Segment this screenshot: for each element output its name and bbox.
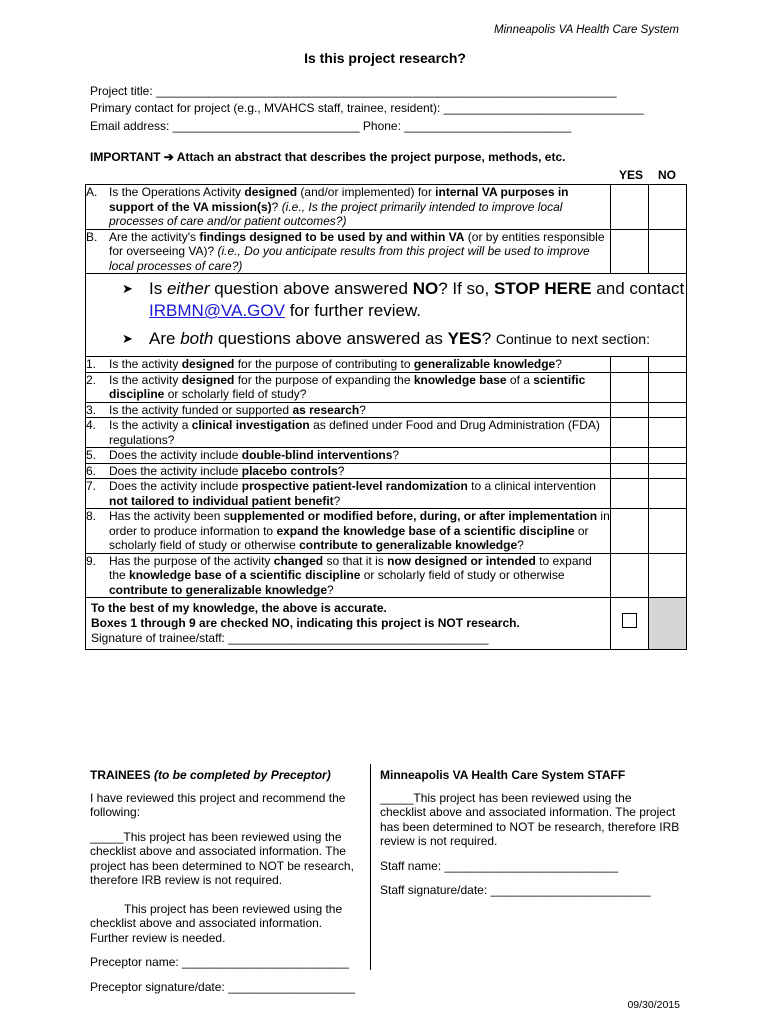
attestation-yes-cell (611, 598, 649, 650)
no-checkbox-cell[interactable] (649, 357, 687, 373)
organization-name: Minneapolis VA Health Care System (494, 24, 679, 36)
yes-checkbox-cell[interactable] (611, 229, 649, 274)
trainees-option-further-review[interactable]: This project has been reviewed using the checklist above and associated information. Further review is needed. (90, 901, 343, 945)
research-row (86, 553, 687, 598)
research-row (86, 402, 687, 418)
preceptor-name-field[interactable]: Preceptor name: _________________________ (90, 955, 349, 969)
arrow-bullet-icon: ➤ (122, 331, 133, 346)
question-text: Are the activity's findings designed to be used by and within VA (or by entities responsible for overseeing VA)? (i.e., Do you anticipate results from this project will be used to improve local processes of care?) (109, 229, 605, 273)
no-checkbox-cell[interactable] (649, 553, 687, 598)
attestation-line-1: To the best of my knowledge, the above is accurate. (91, 601, 387, 615)
research-question-cell (86, 357, 611, 373)
primary-contact-field[interactable]: Primary contact for project (e.g., MVAHCS staff, trainee, resident): ______________________________ (90, 101, 644, 115)
research-row (86, 479, 687, 509)
question-text: Does the activity include placebo controls? (109, 463, 345, 478)
operations-question-cell (86, 229, 611, 274)
question-number: 4. (86, 418, 97, 432)
operations-row (86, 229, 687, 274)
question-number: 1. (86, 357, 97, 371)
no-checkbox-cell[interactable] (649, 185, 687, 230)
decision-rules (86, 274, 686, 356)
attestation-checkbox[interactable] (622, 613, 637, 628)
no-checkbox-cell[interactable] (649, 229, 687, 274)
question-number: 8. (86, 509, 97, 523)
no-checkbox-cell[interactable] (649, 402, 687, 418)
research-row (86, 463, 687, 479)
yes-checkbox-cell[interactable] (611, 418, 649, 448)
question-number: A. (86, 185, 98, 199)
no-checkbox-cell[interactable] (649, 372, 687, 402)
research-row (86, 418, 687, 448)
research-question-cell (86, 372, 611, 402)
project-title-field[interactable]: Project title: _____________________________________________________________________ (90, 84, 617, 98)
question-text: Does the activity include double-blind interventions? (109, 448, 400, 462)
research-question-cell (86, 402, 611, 418)
question-number: B. (86, 229, 98, 244)
research-question-cell (86, 553, 611, 598)
question-text: Is the Operations Activity designed (and/or implemented) for internal VA purposes in support of the VA mission(s)? (i.e., Is the project primarily intended to improve local processes of care and/or patient outcomes?) (109, 185, 569, 228)
yes-checkbox-cell[interactable] (611, 448, 649, 464)
staff-name-field[interactable]: Staff name: __________________________ (380, 858, 619, 873)
yes-column-header: YES (619, 168, 644, 182)
no-checkbox-cell[interactable] (649, 463, 687, 479)
question-number: 5. (86, 448, 97, 462)
research-question-cell (86, 509, 611, 554)
trainees-option-not-research[interactable]: _____This project has been reviewed using the checklist above and associated information. The project has been determined to NOT be research, therefore IRB review is not required. (90, 829, 354, 887)
question-text: Has the activity been supplemented or modified before, during, or after implementation in order to produce information to expand the knowledge base of a scientific discipline or scholarly field of study or otherwise contribute to generalizable knowledge? (109, 509, 610, 552)
question-text: Is the activity designed for the purpose of contributing to generalizable knowledge? (109, 357, 562, 371)
research-question-cell (86, 479, 611, 509)
research-question-cell (86, 418, 611, 448)
rule-continue-text: Are both questions above answered as YES? Continue to next section: (149, 329, 650, 348)
question-number: 2. (86, 372, 97, 387)
yes-checkbox-cell[interactable] (611, 402, 649, 418)
attestation-shaded-cell (649, 598, 687, 650)
trainees-section (90, 768, 358, 994)
question-text: Is the activity a clinical investigation as defined under Food and Drug Administration (FDA) regulations? (109, 418, 600, 447)
rule-stop-text: Is either question above answered NO? If so, STOP HERE and contact (149, 279, 685, 298)
important-note: IMPORTANT ➔ Attach an abstract that describes the project purpose, methods, etc. (90, 150, 566, 164)
no-checkbox-cell[interactable] (649, 479, 687, 509)
question-text: Does the activity include prospective patient-level randomization to a clinical intervention not tailored to individual patient benefit? (109, 479, 596, 508)
staff-heading: Minneapolis VA Health Care System STAFF (380, 768, 626, 782)
question-text: Has the purpose of the activity changed so that it is now designed or intended to expand the knowledge base of a scientific discipline or scholarly field of study or otherwise contribute to generalizable knowledge? (109, 553, 592, 597)
question-text: Is the activity designed for the purpose of expanding the knowledge base of a scientific discipline or scholarly field of study? (109, 372, 586, 401)
yes-checkbox-cell[interactable] (611, 509, 649, 554)
research-question-cell (86, 448, 611, 464)
question-number: 3. (86, 402, 97, 417)
question-number: 7. (86, 479, 97, 493)
yes-checkbox-cell[interactable] (611, 357, 649, 373)
attestation-row (86, 598, 687, 650)
no-checkbox-cell[interactable] (649, 418, 687, 448)
revision-date: 09/30/2015 (627, 999, 680, 1011)
staff-section (380, 768, 680, 898)
email-phone-field[interactable]: Email address: ____________________________ Phone: _________________________ (90, 119, 572, 133)
column-divider (370, 764, 371, 970)
operations-question-cell (86, 185, 611, 230)
trainees-heading: TRAINEES (to be completed by Preceptor) (90, 768, 331, 782)
no-column-header: NO (658, 168, 676, 182)
research-checklist-table (85, 184, 687, 650)
research-row (86, 357, 687, 373)
research-row (86, 509, 687, 554)
decision-rules-row (86, 274, 687, 357)
yes-checkbox-cell[interactable] (611, 372, 649, 402)
trainees-intro: I have reviewed this project and recommend the following: (90, 790, 346, 819)
attestation-line-2: Boxes 1 through 9 are checked NO, indicating this project is NOT research. (91, 616, 520, 630)
rule-stop-end: for further review. (284, 301, 422, 320)
operations-row (86, 185, 687, 230)
yes-checkbox-cell[interactable] (611, 479, 649, 509)
question-text: Is the activity funded or supported as research? (109, 402, 366, 417)
irb-email-link[interactable]: IRBMN@VA.GOV (149, 301, 285, 320)
no-checkbox-cell[interactable] (649, 509, 687, 554)
staff-signature-field[interactable]: Staff signature/date: ________________________ (380, 883, 651, 897)
question-number: 6. (86, 463, 97, 478)
research-question-cell (86, 463, 611, 479)
page-title: Is this project research? (304, 50, 466, 66)
research-row (86, 372, 687, 402)
yes-checkbox-cell[interactable] (611, 553, 649, 598)
yes-checkbox-cell[interactable] (611, 185, 649, 230)
question-number: 9. (86, 553, 97, 568)
arrow-bullet-icon: ➤ (122, 281, 133, 296)
no-checkbox-cell[interactable] (649, 448, 687, 464)
signature-field[interactable]: Signature of trainee/staff: _______________________________________ (91, 631, 489, 645)
yes-checkbox-cell[interactable] (611, 463, 649, 479)
preceptor-signature-field[interactable]: Preceptor signature/date: ___________________ (90, 979, 355, 994)
research-row (86, 448, 687, 464)
staff-option-not-research[interactable]: _____This project has been reviewed using the checklist above and associated information. The project has been determined to NOT be research, therefore IRB review is not required. (380, 790, 680, 848)
